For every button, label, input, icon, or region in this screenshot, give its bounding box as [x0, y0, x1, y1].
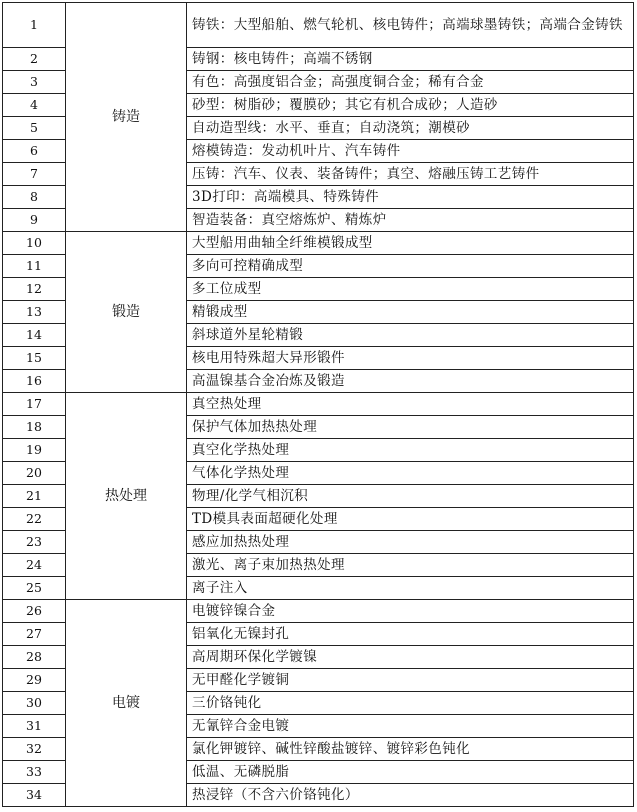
description-cell: 精锻成型 [187, 301, 634, 324]
row-number: 1 [3, 3, 66, 48]
description-cell: 铸铁：大型船舶、燃气轮机、核电铸件；高端球墨铸铁；高端合金铸铁 [187, 3, 634, 48]
row-number: 12 [3, 278, 66, 301]
description-cell: 压铸：汽车、仪表、装备铸件；真空、熔融压铸工艺铸件 [187, 163, 634, 186]
row-number: 24 [3, 554, 66, 577]
process-table [2, 2, 634, 807]
row-number: 17 [3, 393, 66, 416]
description-cell: 物理/化学气相沉积 [187, 485, 634, 508]
row-number: 20 [3, 462, 66, 485]
row-number: 21 [3, 485, 66, 508]
row-number: 33 [3, 761, 66, 784]
description-cell: 无氰锌合金电镀 [187, 715, 634, 738]
description-cell: 斜球道外星轮精锻 [187, 324, 634, 347]
row-number: 34 [3, 784, 66, 807]
row-number: 23 [3, 531, 66, 554]
row-number: 22 [3, 508, 66, 531]
table-row [3, 3, 634, 48]
row-number: 18 [3, 416, 66, 439]
row-number: 7 [3, 163, 66, 186]
row-number: 32 [3, 738, 66, 761]
row-number: 8 [3, 186, 66, 209]
description-cell: 大型船用曲轴全纤维模锻成型 [187, 232, 634, 255]
description-cell: 高周期环保化学镀镍 [187, 646, 634, 669]
row-number: 25 [3, 577, 66, 600]
row-number: 15 [3, 347, 66, 370]
row-number: 9 [3, 209, 66, 232]
description-cell: 激光、离子束加热热处理 [187, 554, 634, 577]
description-cell: 感应加热热处理 [187, 531, 634, 554]
description-cell: 核电用特殊超大异形锻件 [187, 347, 634, 370]
description-cell: 多工位成型 [187, 278, 634, 301]
description-cell: 氯化钾镀锌、碱性锌酸盐镀锌、镀锌彩色钝化 [187, 738, 634, 761]
description-cell: 智造装备：真空熔炼炉、精炼炉 [187, 209, 634, 232]
row-number: 4 [3, 94, 66, 117]
description-cell: 高温镍基合金冶炼及锻造 [187, 370, 634, 393]
description-cell: 三价铬钝化 [187, 692, 634, 715]
table-row [3, 232, 634, 255]
document-page [2, 2, 634, 807]
description-cell: 热浸锌（不含六价铬钝化） [187, 784, 634, 807]
row-number: 30 [3, 692, 66, 715]
row-number: 6 [3, 140, 66, 163]
description-cell: 自动造型线：水平、垂直；自动浇筑；潮模砂 [187, 117, 634, 140]
row-number: 16 [3, 370, 66, 393]
row-number: 10 [3, 232, 66, 255]
table-row [3, 393, 634, 416]
table-row [3, 600, 634, 623]
description-cell: 砂型：树脂砂；覆膜砂；其它有机合成砂；人造砂 [187, 94, 634, 117]
description-cell: 多向可控精确成型 [187, 255, 634, 278]
row-number: 14 [3, 324, 66, 347]
row-number: 2 [3, 48, 66, 71]
row-number: 27 [3, 623, 66, 646]
description-cell: 有色：高强度铝合金；高强度铜合金；稀有合金 [187, 71, 634, 94]
category-cell: 热处理 [66, 393, 187, 600]
description-cell: 熔模铸造：发动机叶片、汽车铸件 [187, 140, 634, 163]
row-number: 31 [3, 715, 66, 738]
process-table-body [3, 3, 634, 807]
row-number: 26 [3, 600, 66, 623]
description-cell: 铸钢：核电铸件；高端不锈钢 [187, 48, 634, 71]
description-cell: 真空化学热处理 [187, 439, 634, 462]
row-number: 11 [3, 255, 66, 278]
description-cell: 无甲醛化学镀铜 [187, 669, 634, 692]
category-cell: 铸造 [66, 3, 187, 232]
row-number: 13 [3, 301, 66, 324]
row-number: 29 [3, 669, 66, 692]
category-cell: 锻造 [66, 232, 187, 393]
description-cell: 低温、无磷脱脂 [187, 761, 634, 784]
description-cell: 电镀锌镍合金 [187, 600, 634, 623]
description-cell: 铝氧化无镍封孔 [187, 623, 634, 646]
row-number: 28 [3, 646, 66, 669]
row-number: 19 [3, 439, 66, 462]
description-cell: 气体化学热处理 [187, 462, 634, 485]
row-number: 3 [3, 71, 66, 94]
description-cell: 保护气体加热热处理 [187, 416, 634, 439]
category-cell: 电镀 [66, 600, 187, 807]
description-cell: TD模具表面超硬化处理 [187, 508, 634, 531]
description-cell: 离子注入 [187, 577, 634, 600]
description-cell: 真空热处理 [187, 393, 634, 416]
row-number: 5 [3, 117, 66, 140]
description-cell: 3D打印：高端模具、特殊铸件 [187, 186, 634, 209]
